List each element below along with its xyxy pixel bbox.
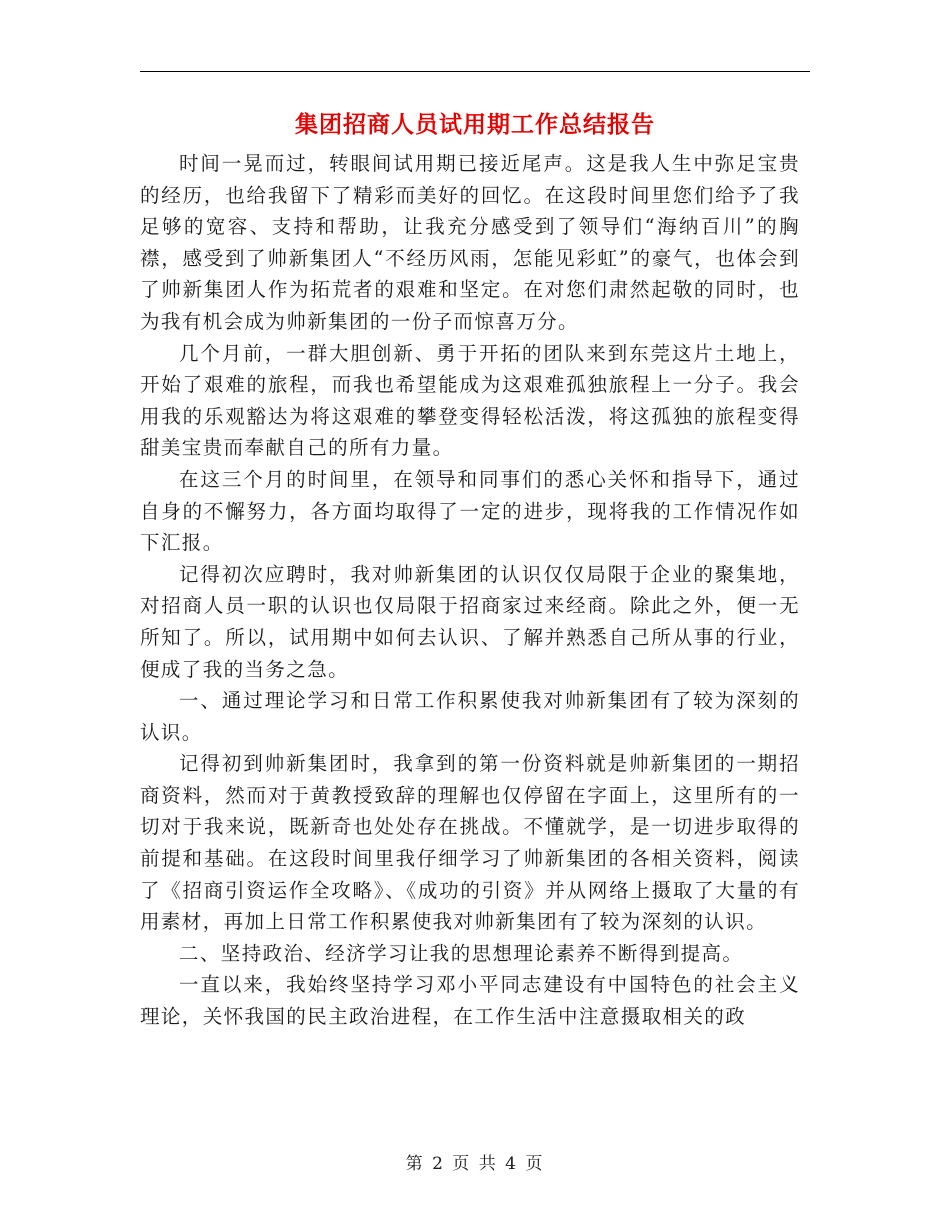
section-heading: 二、坚持政治、经济学习让我的思想理论素养不断得到提高。	[179, 941, 744, 965]
document-title: 集团招商人员试用期工作总结报告	[295, 112, 655, 138]
paragraph: 在这三个月的时间里，在领导和同事们的悉心关怀和指导下，通过自身的不懈努力，各方面均取得了一定的进步，现将我的工作情况作如下汇报。	[140, 467, 800, 555]
document-body	[140, 148, 800, 1033]
section-heading: 一、通过理论学习和日常工作积累使我对帅新集团有了较为深刻的认识。	[140, 689, 800, 744]
paragraph: 一直以来，我始终坚持学习邓小平同志建设有中国特色的社会主义理论，关怀我国的民主政治进程，在工作生活中注意摄取相关的政	[140, 973, 800, 1029]
page-number-footer: 第 2 页 共 4 页	[405, 1154, 545, 1174]
paragraph: 时间一晃而过，转眼间试用期已接近尾声。这是我人生中弥足宝贵的经历，也给我留下了精彩而美好的回忆。在这段时间里您们给予了我足够的宽容、支持和帮助，让我充分感受到了领导们“海纳百川”的胸襟，感受到了帅新集团人“不经历风雨，怎能见彩虹”的豪气，也体会到了帅新集团人作为拓荒者的艰难和坚定。在对您们肃然起敬的同时，也为我有机会成为帅新集团的一份子而惊喜万分。	[140, 152, 800, 333]
paragraph: 几个月前，一群大胆创新、勇于开拓的团队来到东莞这片土地上，开始了艰难的旅程，而我也希望能成为这艰难孤独旅程上一分子。我会用我的乐观豁达为将这艰难的攀登变得轻松活泼，将这孤独的旅程变得甜美宝贵而奉献自己的所有力量。	[140, 341, 800, 460]
paragraph: 记得初次应聘时，我对帅新集团的认识仅仅局限于企业的聚集地，对招商人员一职的认识也仅局限于招商家过来经商。除此之外，便一无所知了。所以，试用期中如何去认识、了解并熟悉自己所从事的行业，便成了我的当务之急。	[140, 562, 800, 681]
paragraph: 记得初到帅新集团时，我拿到的第一份资料就是帅新集团的一期招商资料，然而对于黄教授致辞的理解也仅停留在字面上，这里所有的一切对于我来说，既新奇也处处存在挑战。不懂就学，是一切进步取得的前提和基础。在这段时间里我仔细学习了帅新集团的各相关资料，阅读了《招商引资运作全攻略》、《成功的引资》并从网络上摄取了大量的有用素材，再加上日常工作积累使我对帅新集团有了较为深刻的认识。	[140, 752, 800, 934]
header-rule	[140, 71, 810, 72]
